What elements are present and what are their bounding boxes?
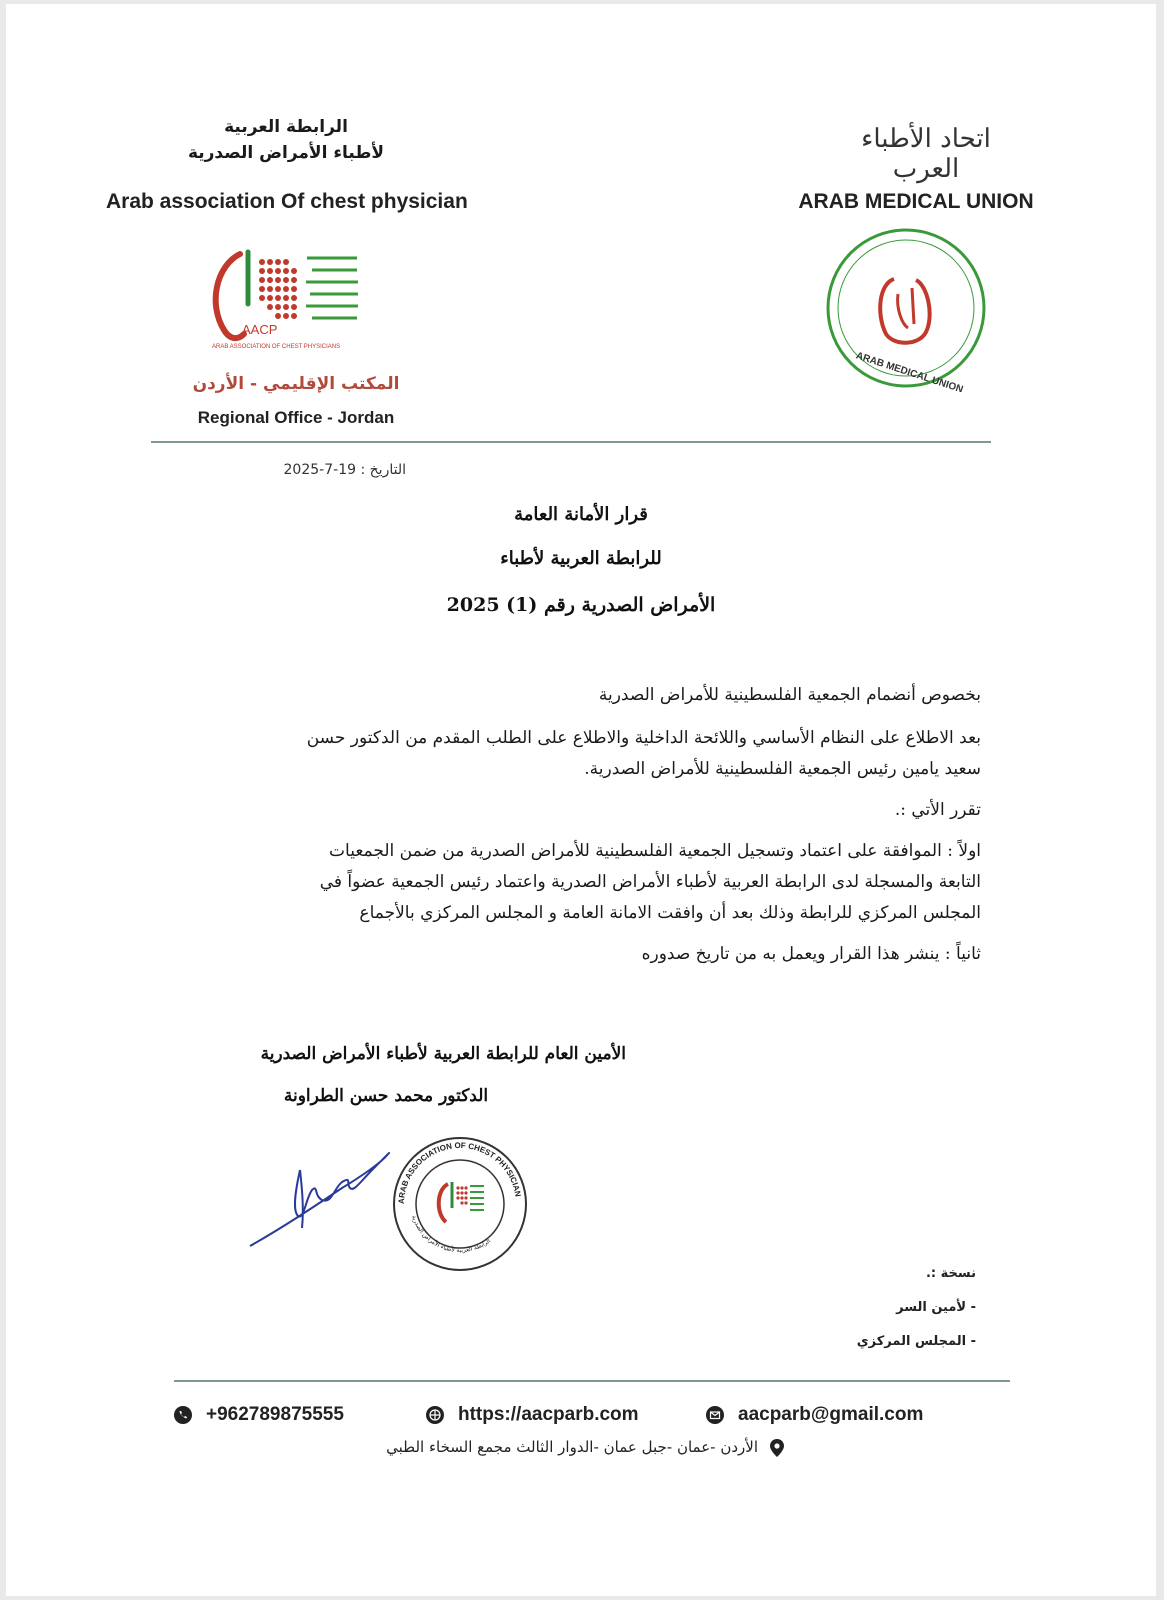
association-name-ar-line1: الرابطة العربية <box>224 117 348 137</box>
seal-text: ARAB MEDICAL UNION <box>854 350 965 392</box>
title-line2: للرابطة العربية لأطباء <box>500 548 662 569</box>
footer-divider <box>174 1380 1010 1382</box>
phone-number[interactable]: +962789875555 <box>206 1404 344 1425</box>
svg-text:الرابطة العربية لأطباء الأمراض <box>410 1214 492 1254</box>
copy-recipient-central-council: - المجلس المركزي <box>856 1334 976 1349</box>
aacp-logo-caption: ARAB ASSOCIATION OF CHEST PHYSICIANS <box>212 344 341 350</box>
header-divider <box>151 441 991 443</box>
association-name-ar <box>156 114 416 166</box>
regional-office-en: Regional Office - Jordan <box>197 408 395 427</box>
footer-email <box>706 1404 923 1426</box>
first-clause-line1: اولاً : الموافقة على اعتماد وتسجيل الجمعية الفلسطينية للأمراض الصدرية من ضمن الجمعيات <box>329 841 981 861</box>
address-text: الأردن -عمان -جبل عمان -الدوار الثالث مجمع السخاء الطبي <box>386 1438 758 1456</box>
association-name-en: Arab association Of chest physician <box>106 190 468 213</box>
subject-line: بخصوص أنضمام الجمعية الفلسطينية للأمراض الصدرية <box>598 685 981 705</box>
arab-medical-union-calligraphy: اتحاد الأطباء العرب <box>861 124 991 184</box>
signatory-title: الأمين العام للرابطة العربية لأطباء الأمراض الصدرية <box>260 1044 626 1064</box>
handwritten-signature <box>242 1148 402 1258</box>
title-line1: قرار الأمانة العامة <box>514 504 648 525</box>
email-icon <box>706 1406 724 1424</box>
location-pin-icon <box>768 1438 786 1456</box>
email-address[interactable]: aacparb@gmail.com <box>738 1404 924 1425</box>
title-line3: الأمراض الصدرية رقم (1) 2025 <box>446 594 716 616</box>
decision-body <box>166 680 981 970</box>
intro-line1: بعد الاطلاع على النظام الأساسي واللائحة الداخلية والاطلاع على الطلب المقدم من الدكتور حسن <box>306 728 981 748</box>
phone-icon <box>174 1406 192 1424</box>
first-clause-line2: التابعة والمسجلة لدى الرابطة العربية لأطباء الأمراض الصدرية واعتماد رئيس الجمعية عضواً في <box>319 872 981 892</box>
arab-medical-union-seal <box>824 224 988 392</box>
stamp-text-ar: الرابطة العربية لأطباء الأمراض الصدرية <box>410 1214 492 1255</box>
document-date: التاريخ : 19-7-2025 <box>283 462 406 478</box>
website-link[interactable]: https://aacparb.com <box>458 1404 639 1425</box>
footer-website <box>426 1404 639 1426</box>
decides-line: تقرر الأتي :. <box>894 800 981 820</box>
aacp-stamp <box>390 1134 530 1274</box>
copy-recipient-secretary: - لأمين السر <box>896 1300 976 1315</box>
signatory-name: الدكتور محمد حسن الطراونة <box>283 1086 489 1106</box>
association-name-ar-line2: لأطباء الأمراض الصدرية <box>187 143 385 163</box>
aacp-logo-abbrev: AACP <box>242 322 278 337</box>
globe-icon <box>426 1406 444 1424</box>
second-clause: ثانياً : ينشر هذا القرار ويعمل به من تاريخ صدوره <box>641 944 981 964</box>
first-clause-line3: المجلس المركزي للرابطة وذلك بعد أن وافقت الامانة العامة و المجلس المركزي بالأجماع <box>359 903 981 923</box>
stamp-text-en: ARAB ASSOCIATION OF CHEST PHYSICIAN <box>396 1140 523 1205</box>
footer-address <box>286 1438 786 1456</box>
copies-heading: نسخة :. <box>925 1266 976 1281</box>
arab-medical-union-name: ARAB MEDICAL UNION <box>798 190 1034 213</box>
aacp-logo <box>202 244 382 354</box>
footer-phone <box>174 1404 344 1426</box>
decision-title <box>366 504 796 616</box>
letter-page <box>6 4 1156 1596</box>
intro-line2: سعيد يامين رئيس الجمعية الفلسطينية للأمراض الصدرية. <box>584 759 981 779</box>
regional-office-ar: المكتب الإقليمي - الأردن <box>192 374 400 394</box>
